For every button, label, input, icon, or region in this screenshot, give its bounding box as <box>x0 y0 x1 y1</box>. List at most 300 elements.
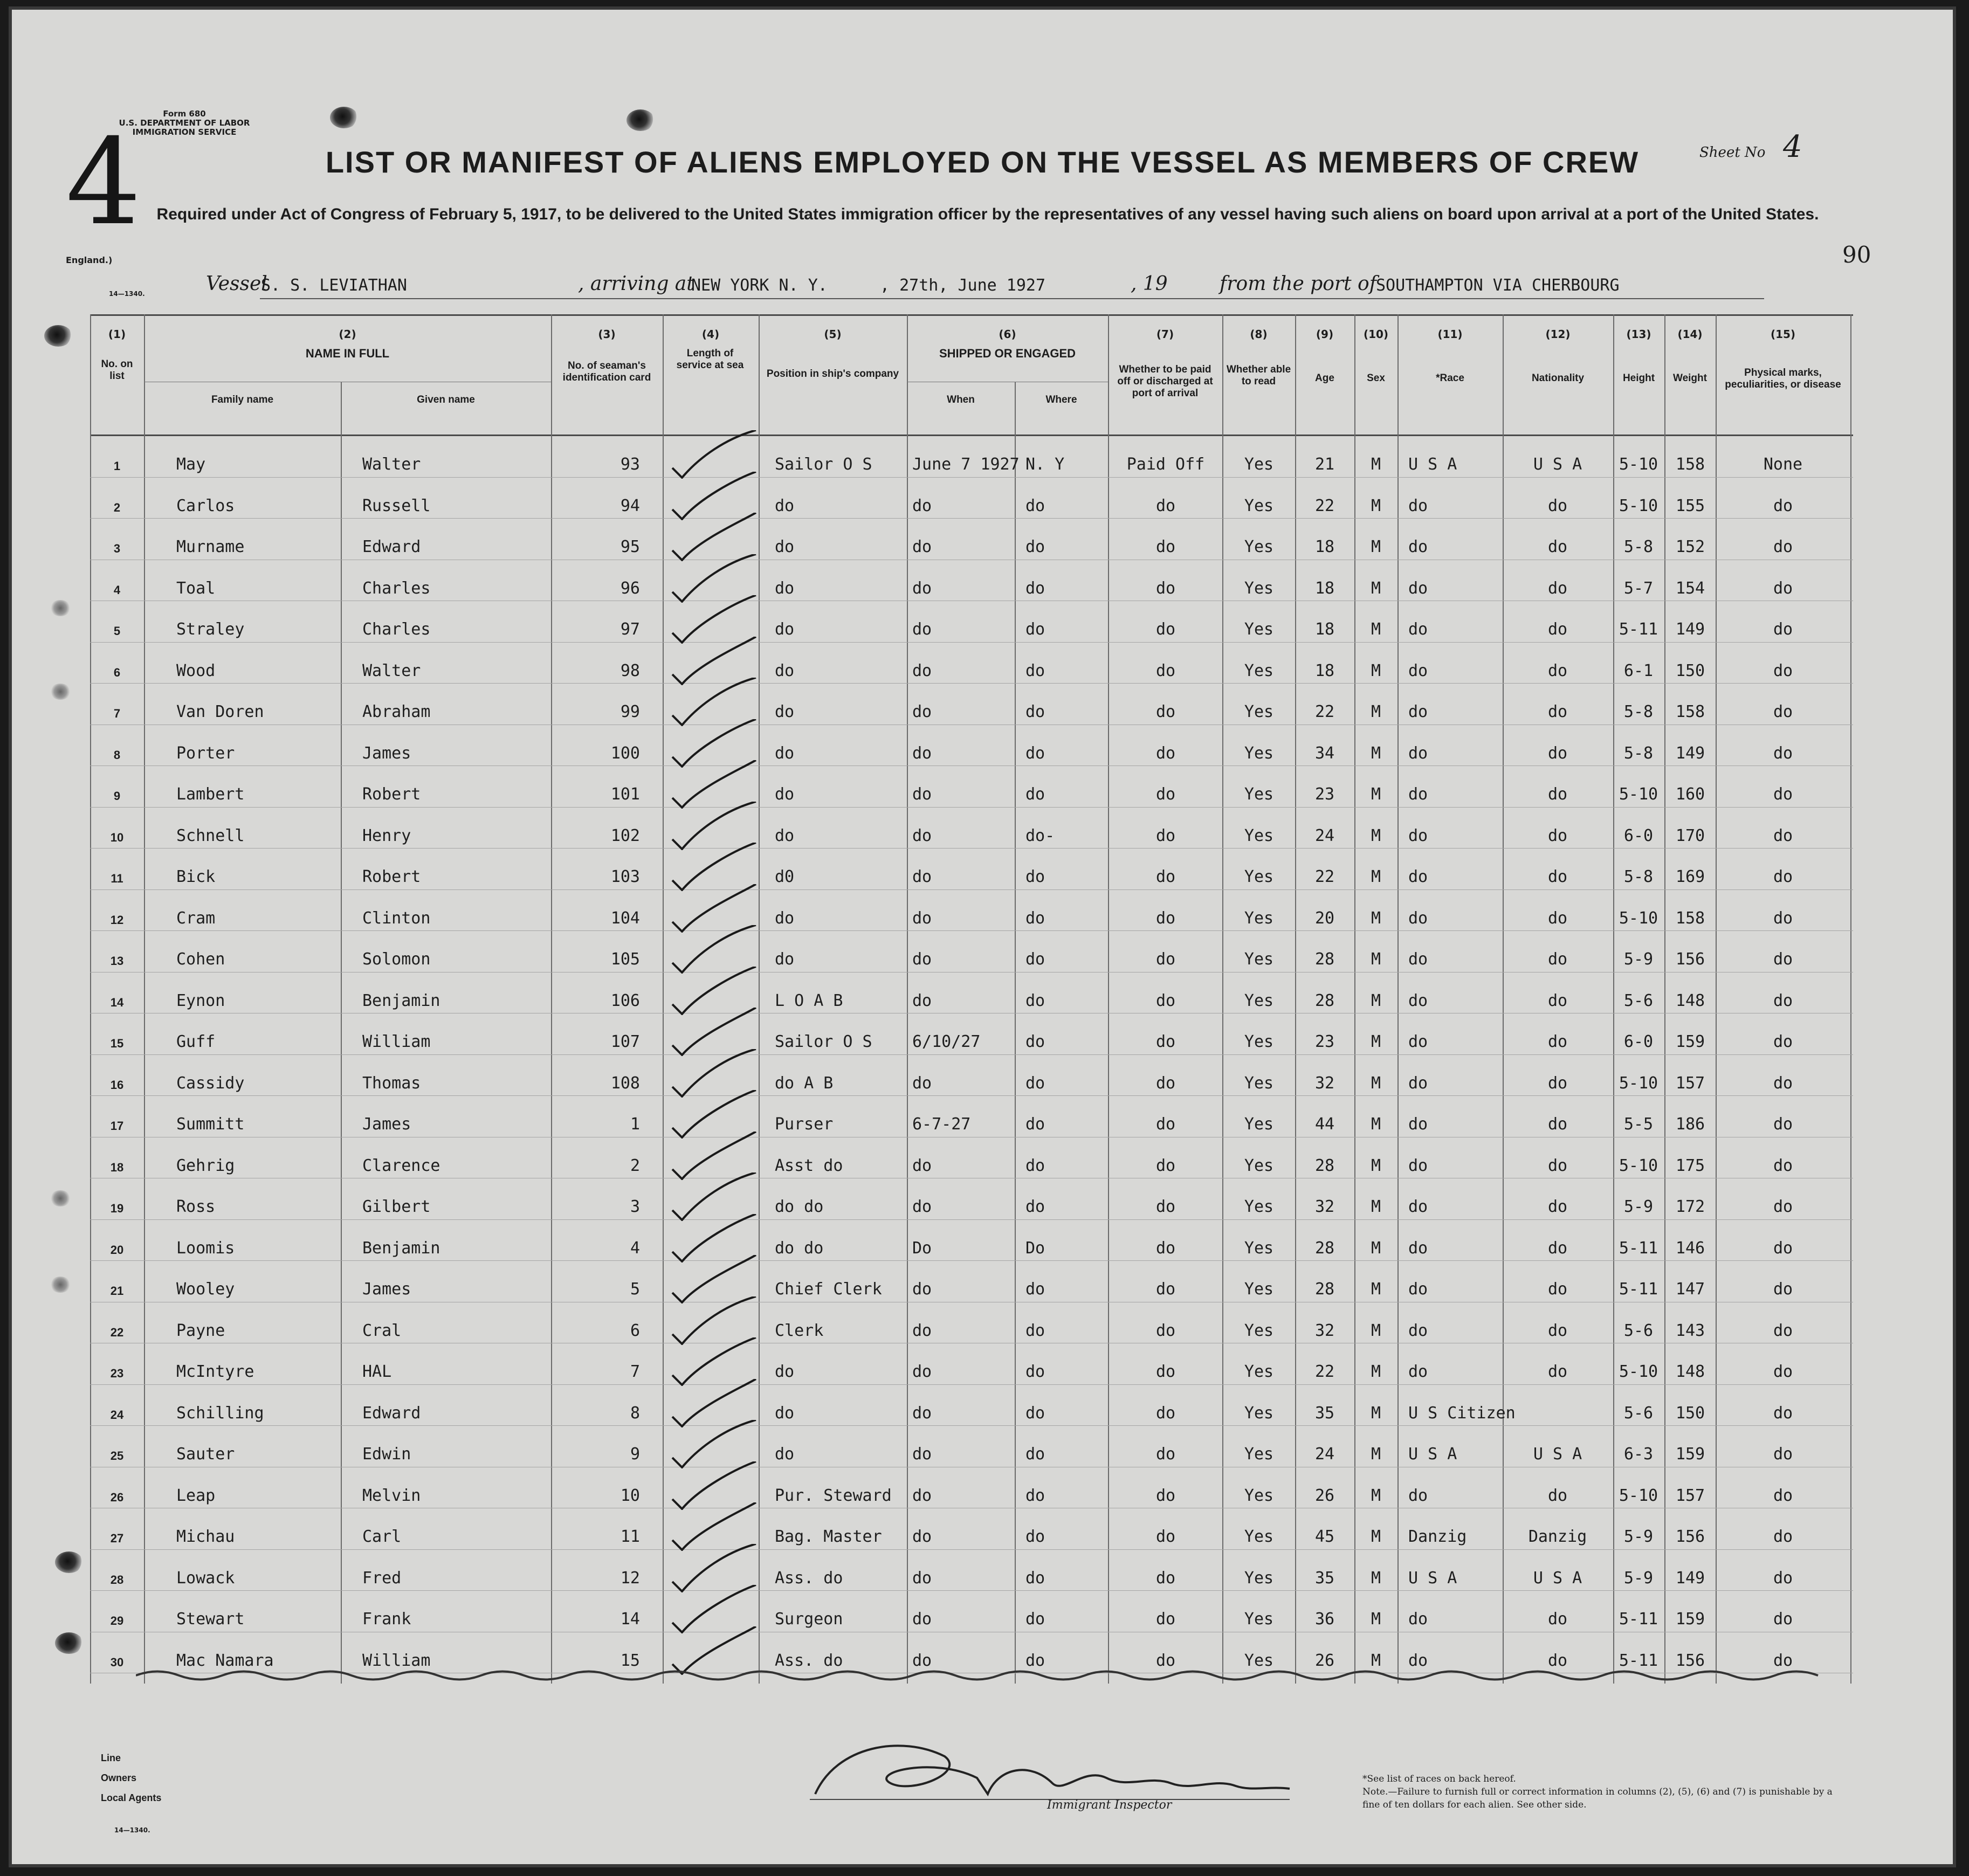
cell-paid: do <box>1155 950 1176 969</box>
cell-no: 10 <box>110 830 124 844</box>
cell-weight: 160 <box>1675 785 1705 804</box>
cell-no: 15 <box>110 1037 124 1050</box>
cell-position: Chief Clerk <box>775 1280 882 1299</box>
cell-sex: M <box>1371 908 1381 928</box>
cell-age: 18 <box>1314 578 1335 598</box>
cell-marks: do <box>1773 537 1793 556</box>
cell-race: do <box>1408 826 1428 845</box>
cell-where: do <box>1025 1115 1045 1134</box>
cell-height: 5-11 <box>1619 1280 1658 1299</box>
cell-sex: M <box>1371 1403 1381 1423</box>
cell-height: 5-8 <box>1623 702 1654 721</box>
punch-hole <box>626 109 655 131</box>
cell-read: Yes <box>1244 1156 1274 1175</box>
cell-sex: M <box>1371 455 1381 474</box>
cell-age: 24 <box>1314 826 1335 845</box>
arriving-value: NEW YORK N. Y. <box>691 276 828 295</box>
cell-where: do <box>1025 1527 1045 1546</box>
cell-paid: do <box>1155 496 1176 515</box>
cell-read: Yes <box>1244 496 1274 515</box>
cell-race: do <box>1408 1362 1428 1381</box>
crew-table <box>90 314 1853 1684</box>
cell-height: 5-9 <box>1623 1527 1654 1546</box>
cell-race: do <box>1408 1280 1428 1299</box>
cell-position: do <box>775 785 795 804</box>
cell-age: 23 <box>1314 785 1335 804</box>
cell-card: 9 <box>630 1445 640 1464</box>
cell-age: 32 <box>1314 1073 1335 1093</box>
cell-card: 98 <box>620 661 640 680</box>
header-sex: Sex <box>1367 373 1385 384</box>
department-name: U.S. DEPARTMENT OF LABOR <box>119 118 250 128</box>
cell-read: Yes <box>1244 1197 1274 1216</box>
cell-age: 18 <box>1314 661 1335 680</box>
cell-paid: do <box>1155 1445 1176 1464</box>
cell-family: Michau <box>176 1527 235 1546</box>
table-row <box>90 477 1850 519</box>
cell-race: do <box>1408 1610 1428 1629</box>
col-num: (1) <box>108 328 126 341</box>
cell-no: 13 <box>110 954 124 968</box>
cell-race: do <box>1408 1032 1428 1051</box>
cell-read: Yes <box>1244 991 1274 1010</box>
cell-card: 8 <box>630 1403 640 1423</box>
cell-paid: do <box>1155 1032 1176 1051</box>
cell-when: do <box>912 537 932 556</box>
cell-read: Yes <box>1244 1568 1274 1588</box>
cell-given: Solomon <box>362 950 431 969</box>
cell-where: do <box>1025 743 1045 763</box>
cell-when: do <box>912 1568 932 1588</box>
col-num: (7) <box>1156 328 1174 341</box>
cell-given: James <box>362 1115 411 1134</box>
cell-no: 3 <box>113 542 121 555</box>
cell-when: 6-7-27 <box>912 1115 971 1134</box>
cell-weight: 158 <box>1675 455 1705 474</box>
table-row <box>90 1343 1850 1384</box>
cell-no: 25 <box>110 1449 124 1463</box>
col-num: (2) <box>339 328 356 341</box>
cell-nationality: do <box>1547 661 1568 680</box>
cell-where: do <box>1025 537 1045 556</box>
cell-height: 5-11 <box>1619 1610 1658 1629</box>
header-no-on-list: No. on list <box>101 358 133 382</box>
cell-given: Gilbert <box>362 1197 431 1216</box>
cell-paid: do <box>1155 1568 1176 1588</box>
cell-marks: do <box>1773 1115 1793 1134</box>
table-row <box>90 560 1850 601</box>
cell-height: 5-10 <box>1619 785 1658 804</box>
cell-card: 101 <box>610 785 640 804</box>
cell-position: Bag. Master <box>775 1527 882 1546</box>
cell-read: Yes <box>1244 661 1274 680</box>
cell-height: 6-0 <box>1623 826 1654 845</box>
cell-position: do A B <box>775 1073 834 1093</box>
cell-given: Abraham <box>362 702 431 721</box>
cell-where: do <box>1025 578 1045 598</box>
table-row <box>90 972 1850 1013</box>
cell-family: Porter <box>176 743 235 763</box>
cell-weight: 175 <box>1675 1156 1705 1175</box>
header-weight: Weight <box>1673 373 1707 384</box>
cell-paid: do <box>1155 867 1176 886</box>
col-num: (3) <box>598 328 616 341</box>
col-num: (5) <box>824 328 842 341</box>
cell-age: 18 <box>1314 620 1335 639</box>
cell-given: Frank <box>362 1610 411 1629</box>
cell-read: Yes <box>1244 1362 1274 1381</box>
cell-paid: do <box>1155 1527 1176 1546</box>
from-port-value: SOUTHAMPTON VIA CHERBOURG <box>1376 276 1620 295</box>
table-row <box>90 1384 1850 1426</box>
header-where: Where <box>1045 394 1077 405</box>
cell-no: 12 <box>110 913 124 927</box>
cell-read: Yes <box>1244 620 1274 639</box>
cell-given: Russell <box>362 496 431 515</box>
footer-labels <box>101 1748 161 1808</box>
cell-age: 34 <box>1314 743 1335 763</box>
cell-read: Yes <box>1244 1527 1274 1546</box>
table-row <box>90 889 1850 931</box>
cell-paid: do <box>1155 1651 1176 1670</box>
table-row <box>90 1467 1850 1508</box>
cell-paid: do <box>1155 537 1176 556</box>
cell-read: Yes <box>1244 537 1274 556</box>
cell-height: 5-8 <box>1623 867 1654 886</box>
cell-age: 45 <box>1314 1527 1335 1546</box>
cell-position: do <box>775 578 795 598</box>
cell-family: Sauter <box>176 1445 235 1464</box>
cell-given: Fred <box>362 1568 402 1588</box>
table-row <box>90 642 1850 684</box>
cell-height: 5-11 <box>1619 1238 1658 1258</box>
cell-paid: do <box>1155 743 1176 763</box>
cell-where: do <box>1025 1610 1045 1629</box>
cell-nationality: do <box>1547 908 1568 928</box>
cell-weight: 147 <box>1675 1280 1705 1299</box>
cell-nationality: do <box>1547 1073 1568 1093</box>
cell-height: 5-6 <box>1623 991 1654 1010</box>
vessel-value: S. S. LEVIATHAN <box>261 276 407 295</box>
cell-when: do <box>912 1321 932 1340</box>
cell-no: 1 <box>113 459 121 473</box>
cell-paid: do <box>1155 826 1176 845</box>
cell-age: 22 <box>1314 702 1335 721</box>
cell-age: 32 <box>1314 1197 1335 1216</box>
cell-sex: M <box>1371 1651 1381 1670</box>
cell-weight: 149 <box>1675 620 1705 639</box>
table-row <box>90 518 1850 560</box>
cell-read: Yes <box>1244 1610 1274 1629</box>
cell-nationality: do <box>1547 537 1568 556</box>
england-note: England.) <box>66 255 113 265</box>
cell-marks: do <box>1773 785 1793 804</box>
cell-family: Lambert <box>176 785 245 804</box>
service-name: IMMIGRATION SERVICE <box>132 127 237 137</box>
cell-given: James <box>362 743 411 763</box>
cell-height: 6-3 <box>1623 1445 1654 1464</box>
cell-paid: do <box>1155 1362 1176 1381</box>
cell-sex: M <box>1371 578 1381 598</box>
cell-read: Yes <box>1244 1486 1274 1505</box>
cell-card: 94 <box>620 496 640 515</box>
cell-family: Straley <box>176 620 245 639</box>
cell-given: Walter <box>362 661 421 680</box>
arriving-label: , arriving at <box>578 273 694 295</box>
cell-given: Edward <box>362 537 421 556</box>
cell-nationality: do <box>1547 1115 1568 1134</box>
footer-owners-label: Owners <box>101 1772 137 1783</box>
cell-age: 26 <box>1314 1486 1335 1505</box>
cell-family: Lowack <box>176 1568 235 1588</box>
cell-height: 5-11 <box>1619 620 1658 639</box>
cell-no: 14 <box>110 995 124 1009</box>
footer-agents-label: Local Agents <box>101 1792 162 1803</box>
cell-position: do <box>775 743 795 763</box>
manifest-sheet <box>12 10 1953 1864</box>
cell-paid: do <box>1155 620 1176 639</box>
header-family-name: Family name <box>211 394 274 405</box>
cell-paid: do <box>1155 702 1176 721</box>
cell-where: do <box>1025 1651 1045 1670</box>
cell-family: Murname <box>176 537 245 556</box>
cell-given: Edward <box>362 1403 421 1423</box>
table-row <box>90 765 1850 807</box>
cell-given: William <box>362 1651 431 1670</box>
cell-paid: do <box>1155 578 1176 598</box>
cell-when: do <box>912 496 932 515</box>
punch-hole <box>44 325 72 347</box>
cell-card: 2 <box>630 1156 640 1175</box>
table-row <box>90 930 1850 972</box>
cell-nationality: do <box>1547 1486 1568 1505</box>
punch-hole <box>50 1190 71 1206</box>
cell-family: Summitt <box>176 1115 245 1134</box>
cell-race: U S Citizen <box>1408 1403 1516 1423</box>
cell-weight: 152 <box>1675 537 1705 556</box>
cell-read: Yes <box>1244 1403 1274 1423</box>
footer-form-code: 14—1340. <box>114 1826 150 1834</box>
table-row <box>90 725 1850 766</box>
table-row <box>90 1137 1850 1178</box>
cell-position: Sailor O S <box>775 455 872 474</box>
cell-where: do <box>1025 1156 1045 1175</box>
cell-no: 21 <box>110 1284 124 1298</box>
cell-when: do <box>912 1073 932 1093</box>
cell-weight: 150 <box>1675 661 1705 680</box>
cell-race: do <box>1408 867 1428 886</box>
cell-no: 4 <box>113 583 121 597</box>
cell-weight: 158 <box>1675 702 1705 721</box>
cell-where: do <box>1025 908 1045 928</box>
cell-sex: M <box>1371 1527 1381 1546</box>
table-row <box>90 1590 1850 1632</box>
cell-paid: do <box>1155 1486 1176 1505</box>
cell-read: Yes <box>1244 950 1274 969</box>
cell-when: do <box>912 1610 932 1629</box>
cell-when: 6/10/27 <box>912 1032 981 1051</box>
cell-weight: 159 <box>1675 1445 1705 1464</box>
cell-age: 28 <box>1314 1280 1335 1299</box>
cell-marks: do <box>1773 1238 1793 1258</box>
cell-family: Loomis <box>176 1238 235 1258</box>
cell-card: 93 <box>620 455 640 474</box>
cell-where: do <box>1025 1197 1045 1216</box>
cell-weight: 154 <box>1675 578 1705 598</box>
cell-no: 8 <box>113 748 121 762</box>
cell-height: 6-0 <box>1623 1032 1654 1051</box>
cell-paid: Paid Off <box>1126 455 1205 474</box>
cell-sex: M <box>1371 702 1381 721</box>
cell-position: Ass. do <box>775 1568 843 1588</box>
cell-no: 28 <box>110 1572 124 1587</box>
cell-nationality: do <box>1547 950 1568 969</box>
cell-marks: do <box>1773 950 1793 969</box>
cell-age: 28 <box>1314 1156 1335 1175</box>
cell-when: do <box>912 1156 932 1175</box>
cell-position: do <box>775 620 795 639</box>
cell-nationality: do <box>1547 1610 1568 1629</box>
cell-weight: 155 <box>1675 496 1705 515</box>
cell-where: N. Y <box>1025 455 1065 474</box>
cell-family: Van Doren <box>176 702 264 721</box>
cell-height: 5-9 <box>1623 1568 1654 1588</box>
header-paid-off: Whether to be paid off or discharged at port of arrival <box>1117 364 1213 399</box>
race-note: *See list of races on back hereof. <box>1362 1774 1516 1784</box>
cell-paid: do <box>1155 661 1176 680</box>
cell-card: 102 <box>610 826 640 845</box>
cell-paid: do <box>1155 1403 1176 1423</box>
cell-sex: M <box>1371 1156 1381 1175</box>
cell-where: do- <box>1025 826 1055 845</box>
table-row <box>90 1054 1850 1096</box>
col-num: (14) <box>1677 328 1703 341</box>
cell-when: do <box>912 1197 932 1216</box>
cell-read: Yes <box>1244 1238 1274 1258</box>
cell-card: 95 <box>620 537 640 556</box>
cell-marks: do <box>1773 991 1793 1010</box>
cell-where: do <box>1025 991 1045 1010</box>
form-code: 14—1340. <box>109 290 145 298</box>
cell-no: 27 <box>110 1532 124 1545</box>
cell-race: do <box>1408 620 1428 639</box>
from-port-label: from the port of <box>1220 273 1377 295</box>
cell-family: McIntyre <box>176 1362 254 1381</box>
cell-marks: do <box>1773 908 1793 928</box>
cell-age: 28 <box>1314 950 1335 969</box>
col-num: (11) <box>1437 328 1463 341</box>
cell-race: do <box>1408 1238 1428 1258</box>
header-given-name: Given name <box>417 394 475 405</box>
cell-marks: do <box>1773 867 1793 886</box>
cell-family: Cohen <box>176 950 225 969</box>
cell-race: do <box>1408 1197 1428 1216</box>
cell-marks: do <box>1773 1197 1793 1216</box>
cell-family: Carlos <box>176 496 235 515</box>
cell-when: do <box>912 578 932 598</box>
cell-marks: do <box>1773 1156 1793 1175</box>
header-race: *Race <box>1436 373 1464 384</box>
cell-given: Benjamin <box>362 991 440 1010</box>
cell-age: 36 <box>1314 1610 1335 1629</box>
cell-given: James <box>362 1280 411 1299</box>
table-row <box>90 1219 1850 1261</box>
cell-given: HAL <box>362 1362 392 1381</box>
cell-given: Robert <box>362 867 421 886</box>
cell-nationality: do <box>1547 578 1568 598</box>
arrival-date: , 27th, June 1927 <box>880 276 1046 295</box>
cell-read: Yes <box>1244 1073 1274 1093</box>
cell-family: Leap <box>176 1486 216 1505</box>
cell-race: do <box>1408 578 1428 598</box>
cell-marks: do <box>1773 1032 1793 1051</box>
cell-when: do <box>912 1280 932 1299</box>
table-row <box>90 1549 1850 1591</box>
cell-card: 1 <box>630 1115 640 1134</box>
cell-when: Do <box>912 1238 932 1258</box>
cell-nationality: do <box>1547 826 1568 845</box>
cell-given: William <box>362 1032 431 1051</box>
cell-card: 96 <box>620 578 640 598</box>
cell-where: do <box>1025 1445 1045 1464</box>
cell-given: Clarence <box>362 1156 440 1175</box>
cell-where: do <box>1025 950 1045 969</box>
cell-weight: 170 <box>1675 826 1705 845</box>
cell-race: do <box>1408 991 1428 1010</box>
cell-paid: do <box>1155 785 1176 804</box>
cell-sex: M <box>1371 1238 1381 1258</box>
cell-when: do <box>912 1403 932 1423</box>
cell-nationality: do <box>1547 867 1568 886</box>
header-able-read: Whether able to read <box>1226 364 1291 387</box>
cell-position: do <box>775 1362 795 1381</box>
cell-sex: M <box>1371 950 1381 969</box>
cell-height: 5-7 <box>1623 578 1654 598</box>
cell-position: do <box>775 1445 795 1464</box>
cell-height: 5-10 <box>1619 496 1658 515</box>
cell-no: 18 <box>110 1160 124 1174</box>
cell-card: 5 <box>630 1280 640 1299</box>
cell-position: do <box>775 702 795 721</box>
cell-race: do <box>1408 496 1428 515</box>
cell-age: 35 <box>1314 1403 1335 1423</box>
cell-marks: do <box>1773 1073 1793 1093</box>
cell-height: 5-8 <box>1623 537 1654 556</box>
cell-read: Yes <box>1244 785 1274 804</box>
punch-hole <box>330 107 358 128</box>
cell-height: 5-6 <box>1623 1321 1654 1340</box>
cell-no: 30 <box>110 1655 124 1669</box>
cell-paid: do <box>1155 1610 1176 1629</box>
col-num: (4) <box>701 328 720 341</box>
cell-card: 14 <box>620 1610 640 1629</box>
cell-sex: M <box>1371 1610 1381 1629</box>
cell-height: 5-9 <box>1623 1197 1654 1216</box>
cell-marks: None <box>1763 455 1803 474</box>
sheet-number: 4 <box>1783 129 1802 164</box>
cell-family: Wood <box>176 661 216 680</box>
cell-height: 5-11 <box>1619 1651 1658 1670</box>
cell-given: Thomas <box>362 1073 421 1093</box>
cell-where: do <box>1025 702 1045 721</box>
cell-sex: M <box>1371 1321 1381 1340</box>
cell-no: 22 <box>110 1325 124 1339</box>
cell-marks: do <box>1773 661 1793 680</box>
cell-sex: M <box>1371 1362 1381 1381</box>
punch-hole <box>50 600 71 616</box>
cell-nationality: do <box>1547 1238 1568 1258</box>
cell-age: 22 <box>1314 496 1335 515</box>
